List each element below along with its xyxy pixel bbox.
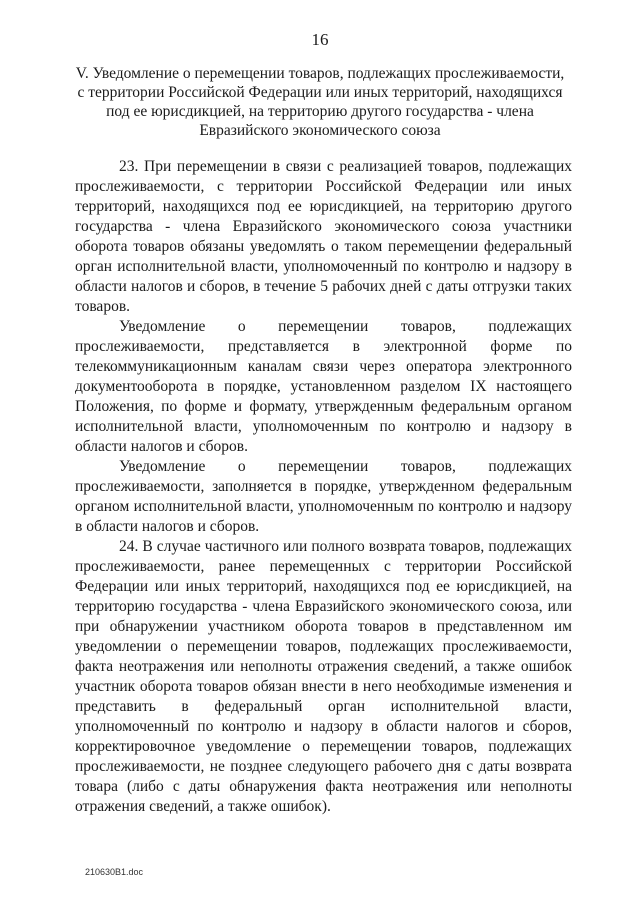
- paragraph-line: территорию государства - члена Евразийского экономического союза, или: [75, 598, 572, 615]
- section-title-line: под ее юрисдикцией, на территорию другого государства - члена: [106, 103, 534, 120]
- paragraph-line: товара (либо с даты обнаружения факта неотражения или неполноты: [75, 778, 572, 795]
- paragraph-line: при обнаружении участником оборота товаров в представленном им: [75, 618, 572, 635]
- paragraph-line: территорий, находящихся под ее юрисдикцией, на территорию другого: [75, 198, 572, 215]
- paragraph-line: оборота товаров обязаны уведомлять о таком перемещении федеральный: [75, 238, 572, 255]
- paragraph-line: прослеживаемости, представляется в электронной форме по: [75, 338, 572, 355]
- paragraph-line: представить в федеральный орган исполнительной власти,: [75, 698, 572, 715]
- paragraph-notification-form: [75, 317, 572, 457]
- section-title-line: Евразийского экономического союза: [199, 122, 441, 139]
- paragraph-line: государства - члена Евразийского экономического союза участники: [75, 218, 572, 235]
- paragraph-line: прослеживаемости, с территории Российской Федерации или иных: [75, 178, 572, 195]
- paragraph-line: Уведомление о перемещении товаров, подлежащих: [119, 458, 572, 475]
- paragraph-line: орган исполнительной власти, уполномоченный по контролю и надзору в: [75, 258, 572, 275]
- paragraph-line: области налогов и сборов.: [75, 438, 248, 455]
- paragraph-line: Федерации или иных территорий, находящихся под ее юрисдикцией, на: [75, 578, 572, 595]
- paragraph-notification-fill: [75, 457, 572, 537]
- paragraph-line: прослеживаемости, ранее перемещенных с территории Российской: [75, 558, 572, 575]
- section-title-line: с территории Российской Федерации или иных территорий, находящихся: [77, 84, 563, 101]
- paragraph-line: Уведомление о перемещении товаров, подлежащих: [119, 318, 572, 335]
- paragraph-line: Положения, по форме и формату, утвержденным федеральным органом: [75, 398, 572, 415]
- paragraph-line: участник оборота товаров обязан внести в него необходимые изменения и: [75, 678, 572, 695]
- paragraph-line: 24. В случае частичного или полного возврата товаров, подлежащих: [119, 538, 572, 555]
- paragraph-24: [75, 537, 572, 817]
- paragraph-line: органом исполнительной власти, уполномоченным по контролю и надзору: [75, 498, 572, 515]
- paragraph-line: документооборота в порядке, установленном разделом IX настоящего: [75, 378, 572, 395]
- body-text: [75, 157, 572, 817]
- paragraph-23: [75, 157, 572, 317]
- paragraph-line: уведомлении о перемещении товаров, подлежащих прослеживаемости,: [75, 638, 572, 655]
- paragraph-line: прослеживаемости, не позднее следующего рабочего дня с даты возврата: [75, 758, 572, 775]
- paragraph-line: отражения сведений, а также ошибок).: [75, 798, 331, 815]
- paragraph-line: исполнительной власти, уполномоченным по контролю и надзору в: [75, 418, 572, 435]
- section-title-line: V. Уведомление о перемещении товаров, подлежащих прослеживаемости,: [75, 65, 565, 82]
- paragraph-line: 23. При перемещении в связи с реализацией товаров, подлежащих: [119, 158, 572, 175]
- paragraph-line: уполномоченный по контролю и надзору в области налогов и сборов,: [75, 718, 572, 735]
- section-title: [60, 64, 580, 140]
- paragraph-line: корректировочное уведомление о перемещении товаров, подлежащих: [75, 738, 572, 755]
- paragraph-line: телекоммуникационным каналам связи через оператора электронного: [75, 358, 572, 375]
- footer-filename: 210630B1.doc: [85, 867, 144, 877]
- paragraph-line: прослеживаемости, заполняется в порядке, утвержденном федеральным: [75, 478, 572, 495]
- paragraph-line: области налогов и сборов, в течение 5 рабочих дней с даты отгрузки таких: [75, 278, 572, 295]
- paragraph-line: факта неотражения или неполноты отражения сведений, а также ошибок: [75, 658, 572, 675]
- paragraph-line: в области налогов и сборов.: [75, 518, 260, 535]
- paragraph-line: товаров.: [75, 298, 131, 315]
- page-number: 16: [311, 30, 329, 49]
